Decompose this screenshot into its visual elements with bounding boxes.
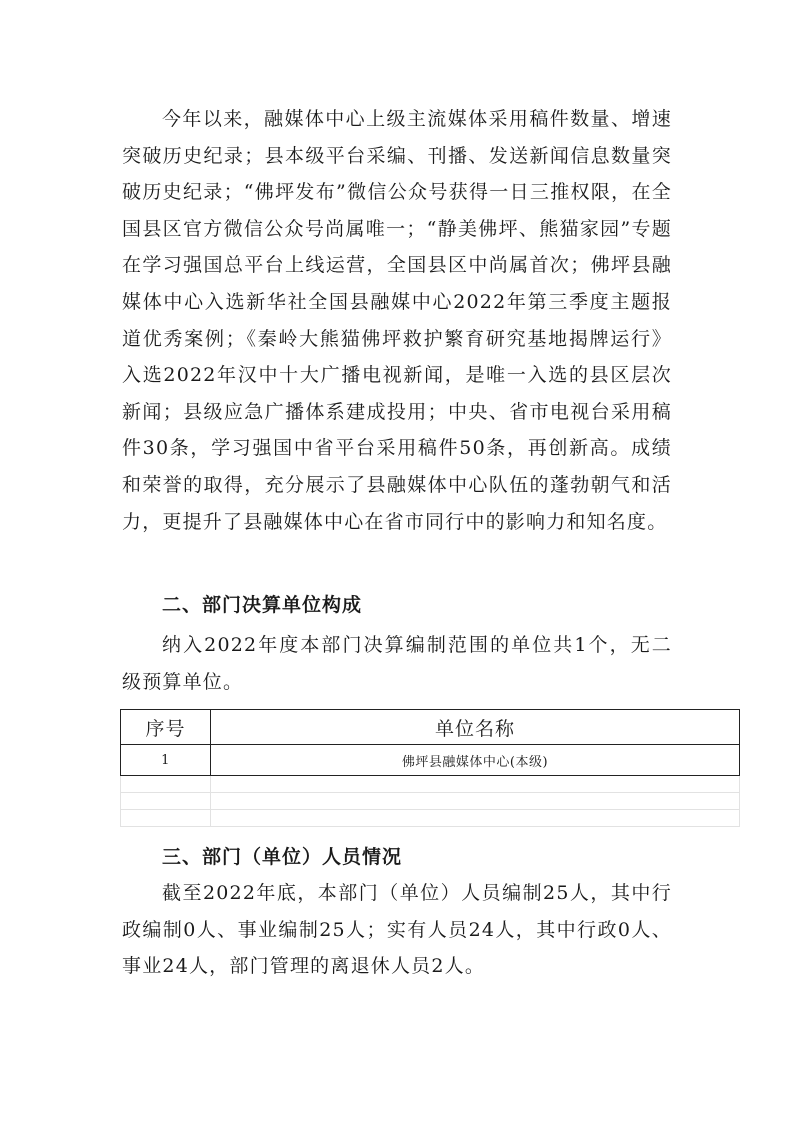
table-header-index: 序号 — [121, 710, 211, 745]
unit-table-container — [120, 709, 739, 827]
table-row-empty — [121, 793, 740, 810]
table-row-empty — [121, 810, 740, 827]
paragraph-achievements: 今年以来，融媒体中心上级主流媒体采用稿件数量、增速突破历史纪录；县本级平台采编、刊播、发送新闻信息数量突破历史纪录；“佛坪发布”微信公众号获得一日三推权限，在全国县区官方微信公众号尚属唯一；“静美佛坪、熊猫家园”专题在学习强国总平台上线运营，全国县区中尚属首次；佛坪县融媒体中心入选新华社全国县融媒中心2022年第三季度主题报道优秀案例；《秦岭大熊猫佛坪救护繁育研究基地揭牌运行》入选2022年汉中十大广播电视新闻，是唯一入选的县区层次新闻；县级应急广播体系建成投用；中央、省市电视台采用稿件30条，学习强国中省平台采用稿件50条，再创新高。成绩和荣誉的取得，充分展示了县融媒体中心队伍的蓬勃朝气和活力，更提升了县融媒体中心在省市同行中的影响力和知名度。 — [122, 108, 672, 533]
table-cell-empty — [121, 793, 211, 810]
table-cell-empty — [121, 776, 211, 793]
table-row-empty — [121, 776, 740, 793]
section-heading-unit-composition: 二、部门决算单位构成 — [162, 594, 363, 616]
unit-table — [120, 709, 740, 827]
section-heading-staffing: 三、部门（单位）人员情况 — [162, 846, 403, 868]
table-cell-empty — [211, 793, 740, 810]
table-cell-empty — [211, 776, 740, 793]
table-cell-unit-name: 佛坪县融媒体中心(本级) — [211, 745, 740, 776]
table-cell-index: 1 — [121, 745, 211, 776]
paragraph-staffing: 截至2022年底，本部门（单位）人员编制25人，其中行政编制0人、事业编制25人；实有人员24人，其中行政0人、事业24人，部门管理的离退休人员2人。 — [122, 882, 672, 978]
paragraph-unit-scope: 纳入2022年度本部门决算编制范围的单位共1个，无二级预算单位。 — [122, 634, 672, 693]
table-header-unit-name: 单位名称 — [211, 710, 740, 745]
table-row — [121, 745, 740, 776]
table-cell-empty — [121, 810, 211, 827]
table-header-row — [121, 710, 740, 745]
table-cell-empty — [211, 810, 740, 827]
